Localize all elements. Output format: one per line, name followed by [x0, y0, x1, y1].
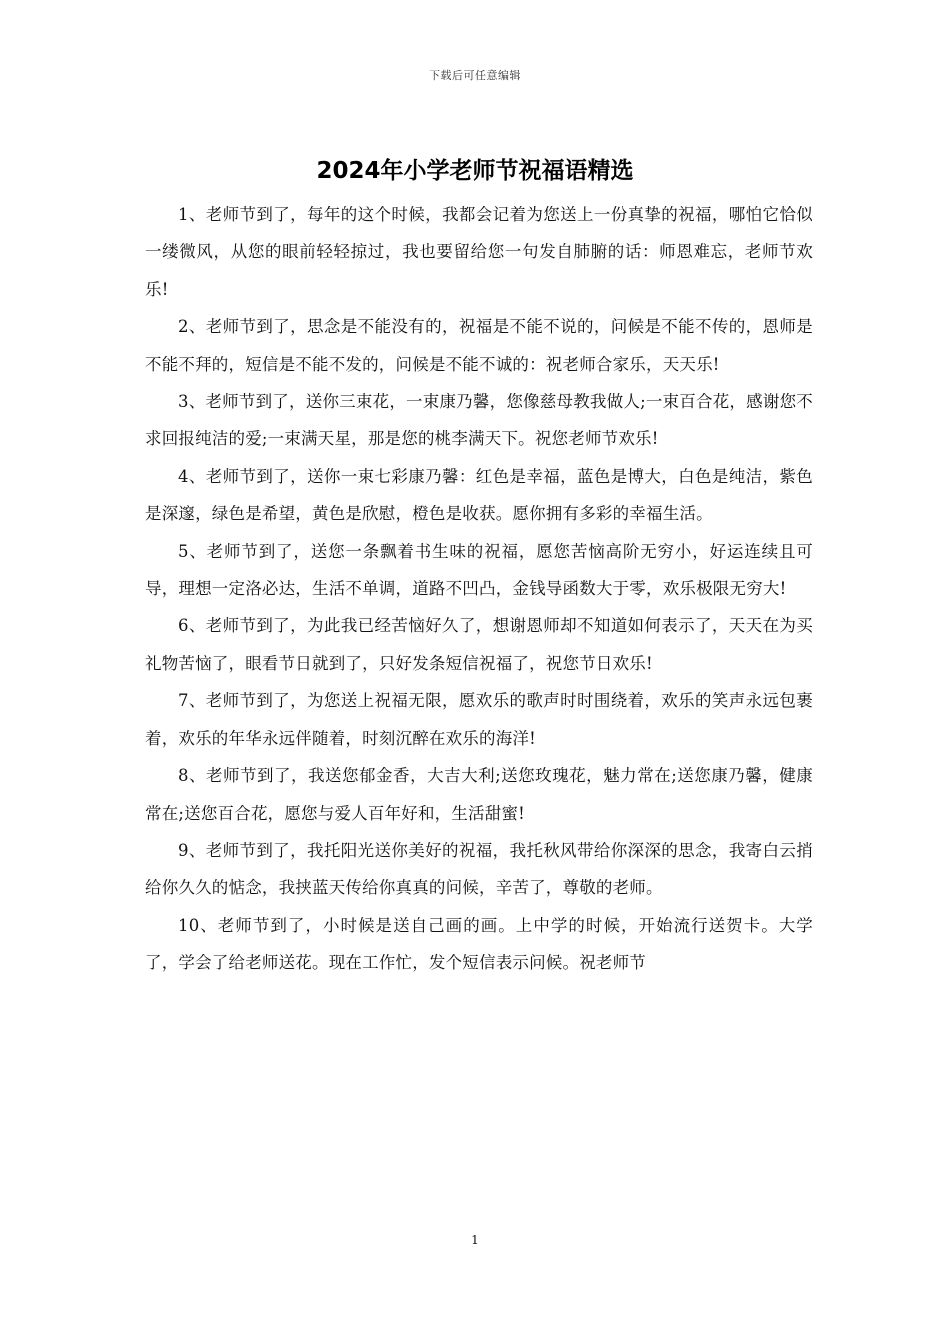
paragraph-6: 6、老师节到了，为此我已经苦恼好久了，想谢恩师却不知道如何表示了，天天在为买礼物苦恼了，眼看节日就到了，只好发条短信祝福了，祝您节日欢乐! — [145, 616, 813, 673]
document-title: 2024年小学老师节祝福语精选 — [316, 158, 634, 184]
paragraph-8: 8、老师节到了，我送您郁金香，大吉大利;送您玫瑰花，魅力常在;送您康乃馨，健康常在;送您百合花，愿您与爱人百年好和，生活甜蜜! — [145, 766, 813, 823]
paragraph-7: 7、老师节到了，为您送上祝福无限，愿欢乐的歌声时时围绕着，欢乐的笑声永远包裹着，欢乐的年华永远伴随着，时刻沉醉在欢乐的海洋! — [145, 691, 813, 748]
header-note: 下载后可任意编辑 — [429, 69, 521, 82]
page-number: 1 — [471, 1233, 479, 1247]
paragraph-10: 10、老师节到了，小时候是送自己画的画。上中学的时候，开始流行送贺卡。大学了，学会了给老师送花。现在工作忙，发个短信表示问候。祝老师节 — [145, 915, 813, 973]
paragraph-4: 4、老师节到了，送你一束七彩康乃馨：红色是幸福，蓝色是博大，白色是纯洁，紫色是深邃，绿色是希望，黄色是欣慰，橙色是收获。愿你拥有多彩的幸福生活。 — [145, 466, 813, 524]
paragraph-1: 1、老师节到了，每年的这个时候，我都会记着为您送上一份真挚的祝福，哪怕它恰似一缕微风，从您的眼前轻轻掠过，我也要留给您一句发自肺腑的话：师恩难忘，老师节欢乐! — [145, 205, 813, 299]
paragraph-2: 2、老师节到了，思念是不能没有的，祝福是不能不说的，问候是不能不传的，恩师是不能不拜的，短信是不能不发的，问候是不能不诚的：祝老师合家乐，天天乐! — [145, 317, 813, 374]
paragraph-5: 5、老师节到了，送您一条飘着书生味的祝福，愿您苦恼高阶无穷小，好运连续且可导，理想一定洛必达，生活不单调，道路不凹凸，金钱导函数大于零，欢乐极限无穷大! — [145, 541, 813, 599]
paragraph-3: 3、老师节到了，送你三束花，一束康乃馨，您像慈母教我做人;一束百合花，感谢您不求回报纯洁的爱;一束满天星，那是您的桃李满天下。祝您老师节欢乐! — [145, 392, 813, 449]
document-body — [145, 196, 813, 982]
paragraph-9: 9、老师节到了，我托阳光送你美好的祝福，我托秋风带给你深深的思念，我寄白云捎给你久久的惦念，我挟蓝天传给你真真的问候，辛苦了，尊敬的老师。 — [145, 840, 813, 898]
